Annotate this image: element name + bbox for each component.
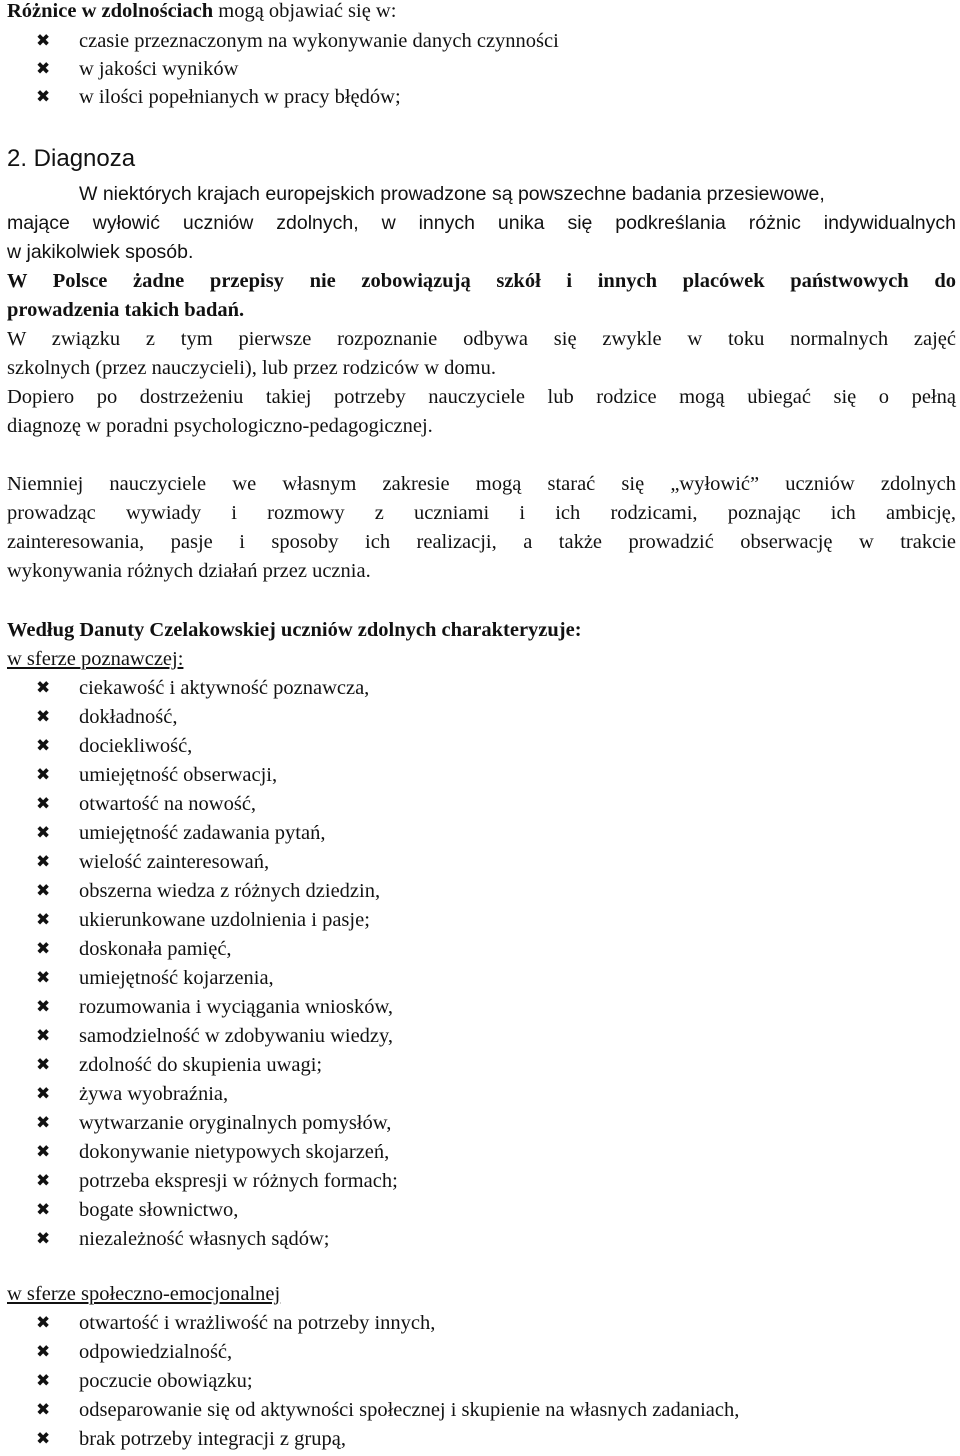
intro-lead-bold: Różnice w zdolnościach <box>7 0 214 22</box>
paragraph-line: zainteresowania, pasje i sposoby ich realizacji, a także prowadzić obserwację w trakcie <box>7 531 956 553</box>
x-bullet-icon: ✖ <box>36 1200 51 1220</box>
list-item-text: poczucie obowiązku; <box>79 1370 253 1392</box>
x-bullet-icon: ✖ <box>36 852 51 872</box>
paragraph-line: Dopiero po dostrzeżeniu takiej potrzeby nauczyciele lub rodzice mogą ubiegać się o pełną <box>7 386 956 408</box>
x-bullet-icon: ✖ <box>36 1171 51 1191</box>
x-bullet-icon: ✖ <box>36 823 51 843</box>
x-bullet-icon: ✖ <box>36 1026 51 1046</box>
list-item-text: w ilości popełnianych w pracy błędów; <box>79 86 401 108</box>
x-bullet-icon: ✖ <box>36 736 51 756</box>
x-bullet-icon: ✖ <box>36 881 51 901</box>
x-bullet-icon: ✖ <box>36 968 51 988</box>
intro-lead <box>7 0 396 26</box>
paragraph-line: szkolnych (przez nauczycieli), lub przez rodziców w domu. <box>7 357 496 379</box>
paragraph-line: W związku z tym pierwsze rozpoznanie odbywa się zwykle w toku normalnych zajęć <box>7 328 956 350</box>
paragraph-line: diagnozę w poradni psychologiczno-pedagogicznej. <box>7 415 433 437</box>
list-item-text: brak potrzeby integracji z grupą, <box>79 1428 346 1450</box>
intro-lead-rest: mogą objawiać się w: <box>213 0 397 22</box>
list-item-text: rozumowania i wyciągania wniosków, <box>79 996 394 1018</box>
x-bullet-icon: ✖ <box>36 1084 51 1104</box>
x-bullet-icon: ✖ <box>36 1400 51 1420</box>
paragraph-line-bold: prowadzenia takich badań. <box>7 299 245 321</box>
list-item-text: potrzeba ekspresji w różnych formach; <box>79 1170 398 1192</box>
x-bullet-icon: ✖ <box>36 1313 51 1333</box>
list-item-text: doskonała pamięć, <box>79 938 232 960</box>
x-bullet-icon: ✖ <box>36 31 51 51</box>
list-item-text: obszerna wiedza z różnych dziedzin, <box>79 880 381 902</box>
list-item-text: otwartość i wrażliwość na potrzeby innych, <box>79 1312 436 1334</box>
list-item-text: dokonywanie nietypowych skojarzeń, <box>79 1141 390 1163</box>
social-sphere-label: w sferze społeczno-emocjonalnej <box>7 1283 281 1305</box>
list-item-text: zdolność do skupienia uwagi; <box>79 1054 323 1076</box>
paragraph-line: Niemniej nauczyciele we własnym zakresie mogą starać się „wyłowić” uczniów zdolnych <box>7 473 956 495</box>
x-bullet-icon: ✖ <box>36 59 51 79</box>
section-heading: 2. Diagnoza <box>7 145 136 172</box>
list-item-text: ukierunkowane uzdolnienia i pasje; <box>79 909 370 931</box>
x-bullet-icon: ✖ <box>36 87 51 107</box>
x-bullet-icon: ✖ <box>36 1371 51 1391</box>
list-item-text: odseparowanie się od aktywności społecznej i skupienie na własnych zadaniach, <box>79 1399 740 1421</box>
x-bullet-icon: ✖ <box>36 910 51 930</box>
x-bullet-icon: ✖ <box>36 939 51 959</box>
list-item-text: umiejętność zadawania pytań, <box>79 822 326 844</box>
x-bullet-icon: ✖ <box>36 1229 51 1249</box>
list-item-text: żywa wyobraźnia, <box>79 1083 229 1105</box>
x-bullet-icon: ✖ <box>36 1055 51 1075</box>
paragraph-line: mające wyłowić uczniów zdolnych, w innych unika się podkreślania różnic indywidualnych <box>7 212 956 234</box>
paragraph-line: w jakikolwiek sposób. <box>7 241 194 263</box>
list-item-text: niezależność własnych sądów; <box>79 1228 330 1250</box>
list-item-text: wytwarzanie oryginalnych pomysłów, <box>79 1112 392 1134</box>
list-item-text: bogate słownictwo, <box>79 1199 239 1221</box>
x-bullet-icon: ✖ <box>36 997 51 1017</box>
list-item-text: dociekliwość, <box>79 735 193 757</box>
x-bullet-icon: ✖ <box>36 1429 51 1449</box>
list-item-text: umiejętność obserwacji, <box>79 764 278 786</box>
cognitive-sphere-label: w sferze poznawczej: <box>7 648 184 670</box>
list-item-text: w jakości wyników <box>79 58 239 80</box>
x-bullet-icon: ✖ <box>36 794 51 814</box>
list-item-text: otwartość na nowość, <box>79 793 257 815</box>
list-item-text: dokładność, <box>79 706 178 728</box>
list-item-text: samodzielność w zdobywaniu wiedzy, <box>79 1025 394 1047</box>
paragraph-line: wykonywania różnych działań przez ucznia. <box>7 560 371 582</box>
list-item-text: umiejętność kojarzenia, <box>79 967 274 989</box>
list-item-text: ciekawość i aktywność poznawcza, <box>79 677 370 699</box>
x-bullet-icon: ✖ <box>36 1142 51 1162</box>
x-bullet-icon: ✖ <box>36 1342 51 1362</box>
traits-heading: Według Danuty Czelakowskiej uczniów zdolnych charakteryzuje: <box>7 619 582 641</box>
paragraph-line: W niektórych krajach europejskich prowadzone są powszechne badania przesiewowe, <box>79 183 825 205</box>
x-bullet-icon: ✖ <box>36 1113 51 1133</box>
x-bullet-icon: ✖ <box>36 707 51 727</box>
paragraph-line-bold: W Polsce żadne przepisy nie zobowiązują szkół i innych placówek państwowych do <box>7 270 956 292</box>
x-bullet-icon: ✖ <box>36 765 51 785</box>
paragraph-line: prowadząc wywiady i rozmowy z uczniami i ich rodzicami, poznając ich ambicję, <box>7 502 956 524</box>
x-bullet-icon: ✖ <box>36 678 51 698</box>
list-item-text: odpowiedzialność, <box>79 1341 233 1363</box>
list-item-text: wielość zainteresowań, <box>79 851 270 873</box>
list-item-text: czasie przeznaczonym na wykonywanie danych czynności <box>79 30 559 52</box>
